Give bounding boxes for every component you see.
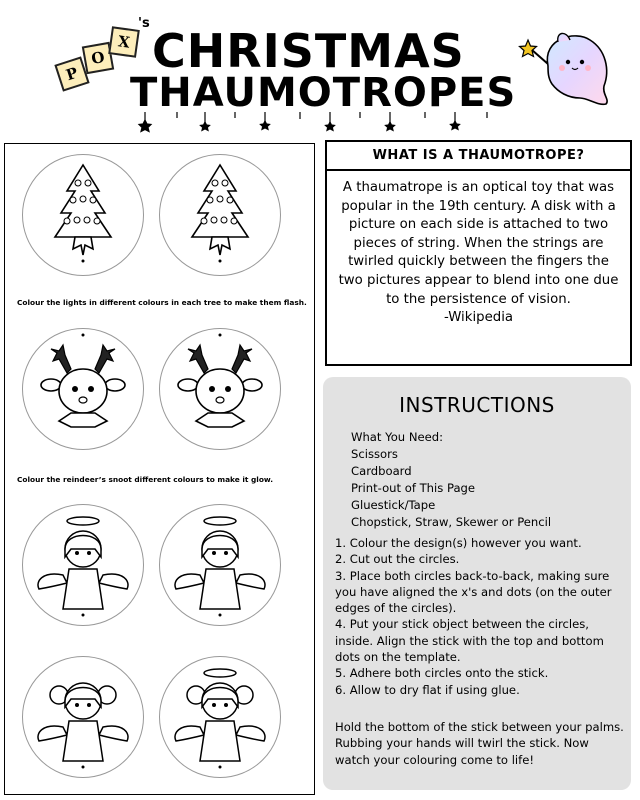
definition-heading: WHAT IS A THAUMOTROPE? — [327, 142, 630, 171]
definition-body — [327, 171, 630, 328]
angel-circle-right-1 — [159, 504, 281, 626]
pox-logo — [52, 16, 150, 92]
reindeer-icon — [23, 329, 143, 449]
angel-circle-left-2 — [22, 656, 144, 778]
definition-source: -Wikipedia — [443, 310, 514, 326]
materials-list — [351, 429, 551, 531]
step-item: 5. Adhere both circles onto the stick. — [335, 666, 549, 681]
angel-pigtails-icon — [160, 657, 280, 777]
angel-circle-right-2 — [159, 656, 281, 778]
ghost-mascot-illustration — [518, 26, 616, 108]
logo-block-p: P — [54, 56, 89, 91]
step-item: 4. Put your stick object between the circles, inside. Align the stick with the top and bottom dots on the template. — [335, 617, 604, 665]
reindeer-circle-left — [22, 328, 144, 450]
definition-box — [325, 140, 632, 366]
reindeer-circle-right — [159, 328, 281, 450]
closing-text: Hold the bottom of the stick between your palms. Rubbing your hands will twirl the stick. Now watch your colouring come to life! — [335, 720, 624, 767]
logo-suffix: 's — [138, 16, 150, 31]
christmas-tree-icon — [160, 155, 280, 275]
materials-heading: What You Need: — [351, 430, 444, 444]
tree-caption: Colour the lights in different colours in each tree to make them flash. — [17, 298, 307, 307]
steps-list — [335, 535, 627, 698]
tree-circle-left — [22, 154, 144, 276]
step-item: 2. Cut out the circles. — [335, 552, 460, 567]
angel-circle-left-1 — [22, 504, 144, 626]
page-title-line2: THAUMOTROPES — [130, 70, 517, 116]
reindeer-caption: Colour the reindeer’s snoot different colours to make it glow. — [17, 475, 274, 484]
angel-icon — [160, 505, 280, 625]
tree-circle-right — [159, 154, 281, 276]
angel-icon — [23, 505, 143, 625]
definition-text: A thaumatrope is an optical toy that was popular in the 19th century. A disk with a picture on each side is attached to two pieces of string. When the strings are twirled quickly between the fingers the two pictures appear to blend into one due to the persistence of vision. — [338, 180, 619, 307]
instructions-title: INSTRUCTIONS — [399, 393, 555, 417]
page-title-line1: CHRISTMAS — [152, 24, 465, 78]
angel-pigtails-icon — [23, 657, 143, 777]
hanging-stars-decoration — [135, 112, 510, 134]
logo-block-o: O — [82, 42, 114, 74]
list-item: Gluestick/Tape — [351, 498, 436, 512]
instructions-panel — [323, 377, 631, 790]
thaumotrope-template-panel — [4, 143, 315, 795]
logo-block-x: X — [108, 26, 140, 58]
list-item: Chopstick, Straw, Skewer or Pencil — [351, 515, 552, 529]
list-item: Scissors — [351, 447, 398, 461]
list-item: Print-out of This Page — [351, 481, 476, 495]
christmas-tree-icon — [23, 155, 143, 275]
step-item: 6. Allow to dry flat if using glue. — [335, 682, 520, 697]
reindeer-icon — [160, 329, 280, 449]
step-item: 1. Colour the design(s) however you want. — [335, 536, 582, 550]
list-item: Cardboard — [351, 464, 412, 478]
step-item: 3. Place both circles back-to-back, making sure you have aligned the x's and dots (on the outer edges of the circles). — [335, 568, 612, 616]
